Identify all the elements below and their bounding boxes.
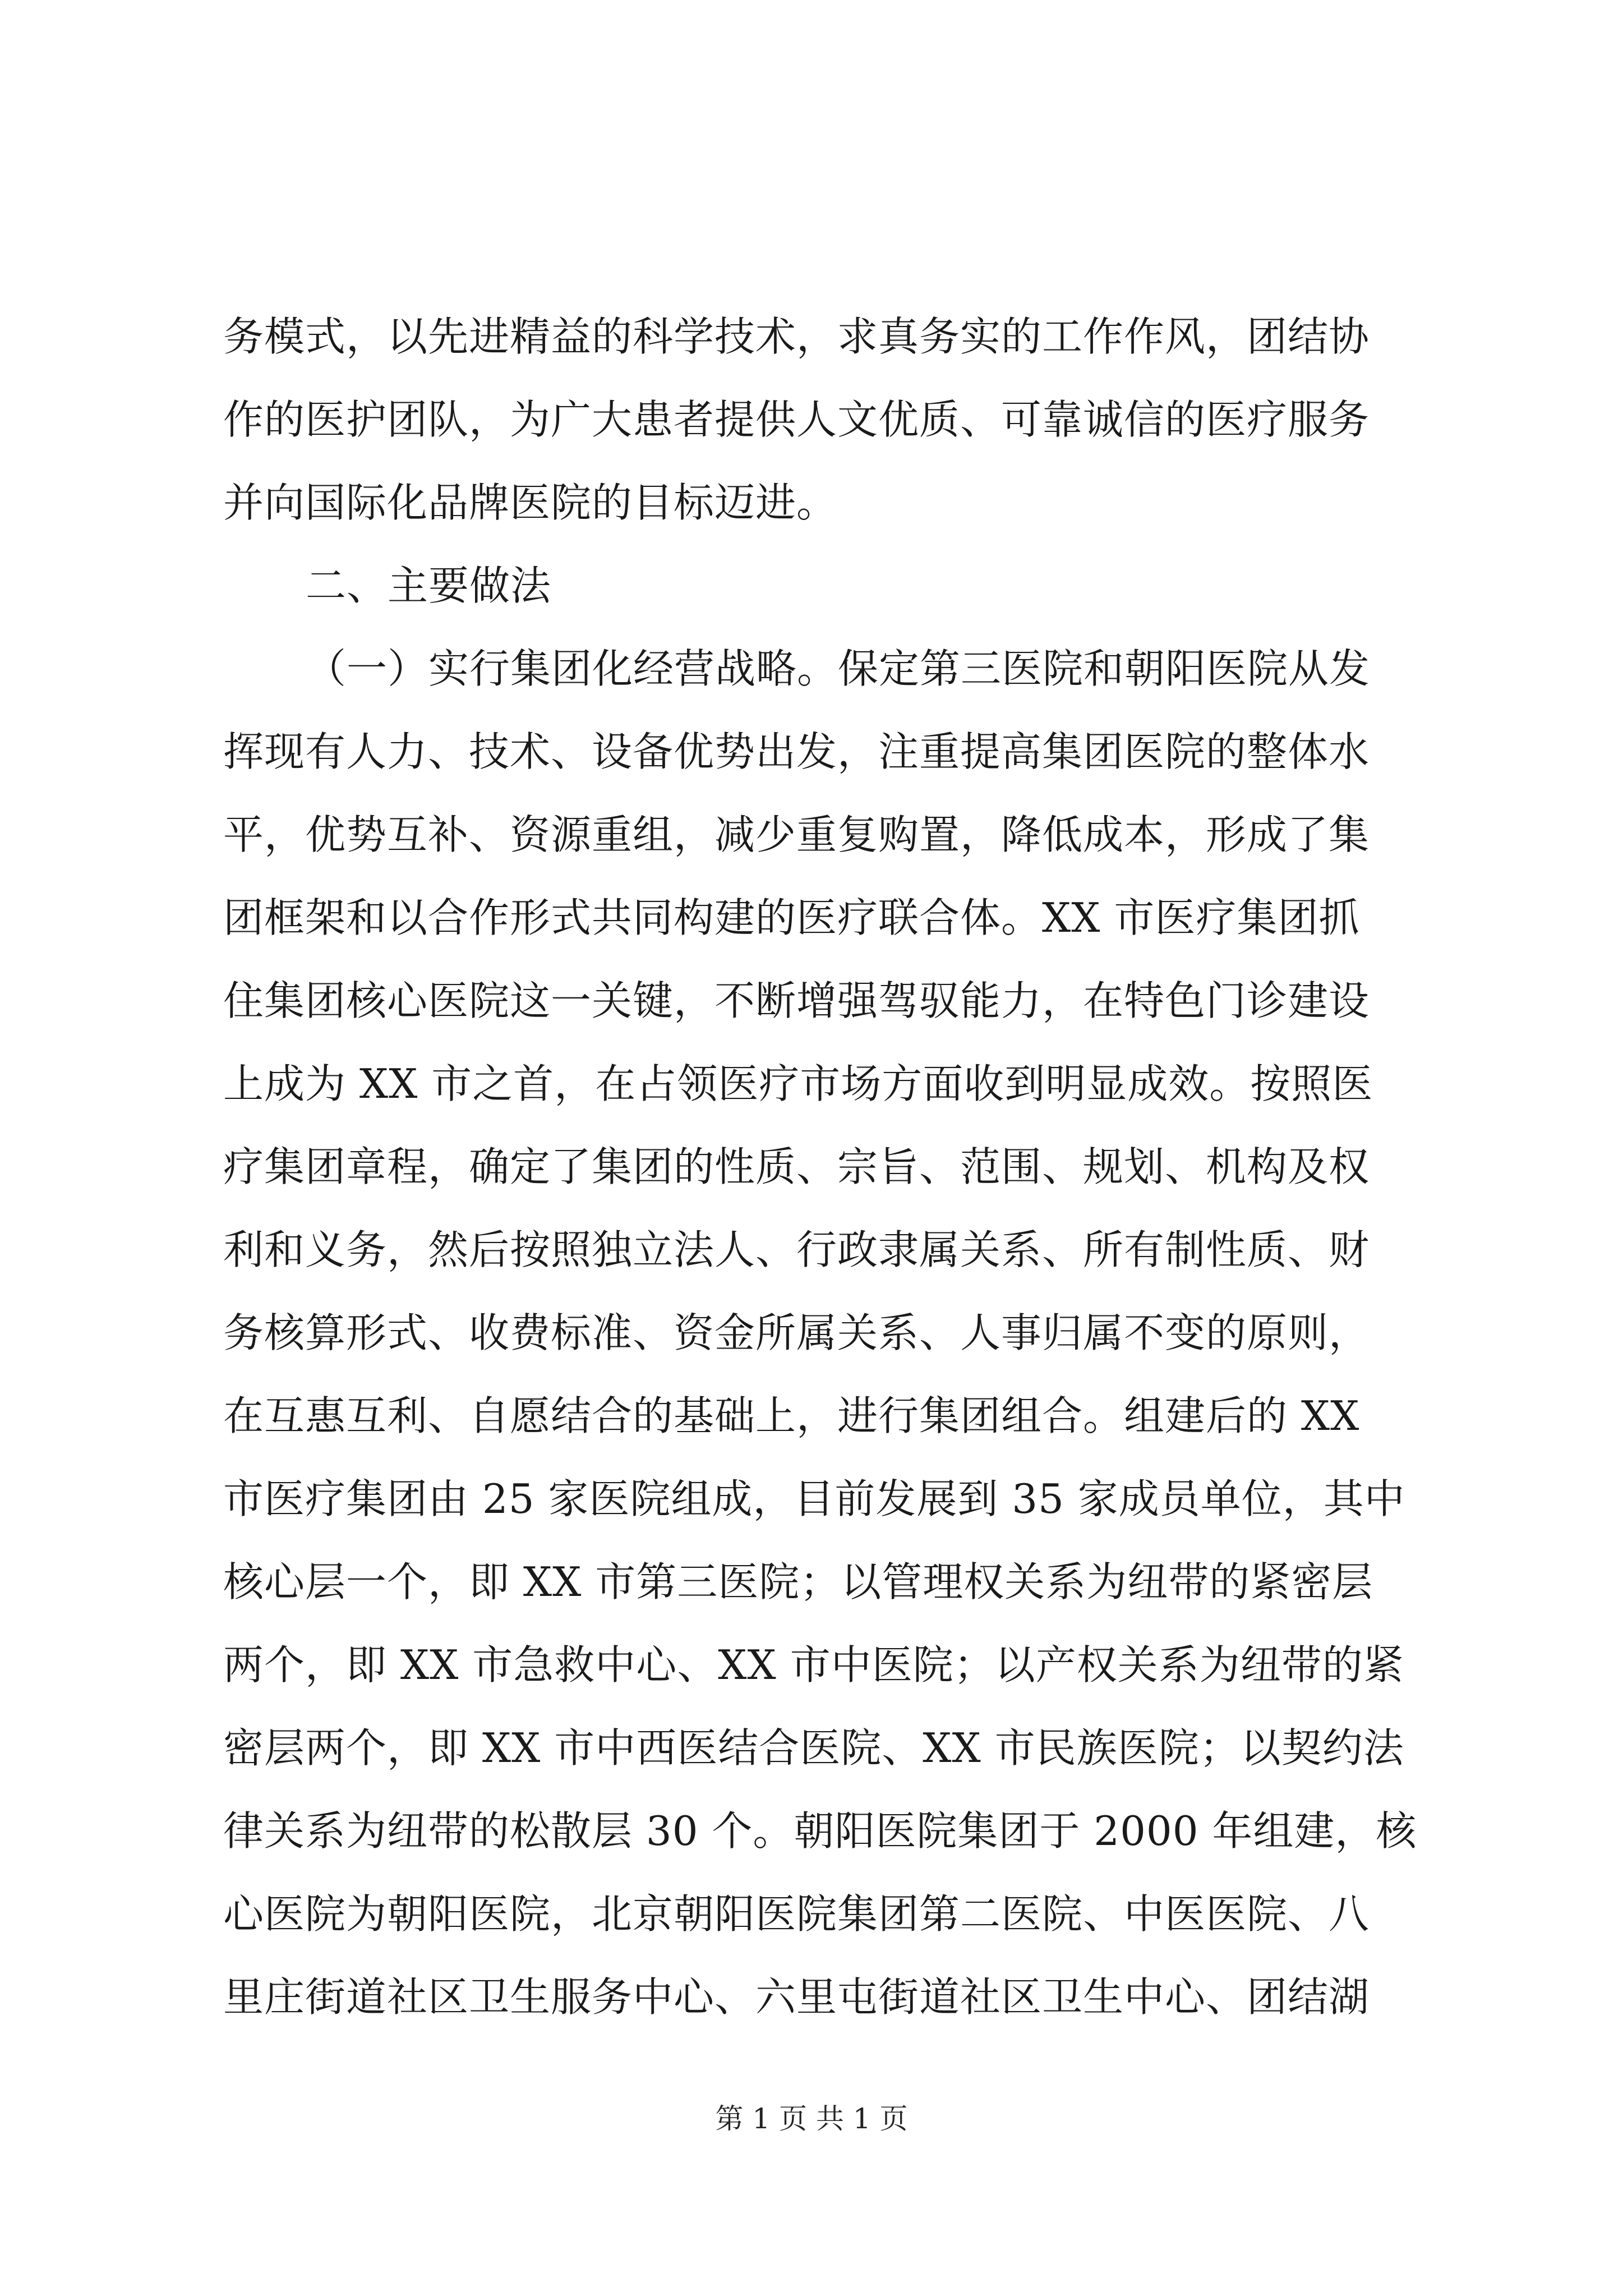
- text-line-14: 在互惠互利、自愿结合的基础上，进行集团组合。组建后的 XX: [223, 1392, 1360, 1439]
- text-line-18: 密层两个，即 XX 市中西医结合医院、XX 市民族医院；以契约法: [223, 1724, 1404, 1772]
- text-line-12: 利和义务，然后按照独立法人、行政隶属关系、所有制性质、财: [223, 1226, 1370, 1273]
- text-line-17: 两个，即 XX 市急救中心、XX 市中医院；以产权关系为纽带的紧: [223, 1641, 1404, 1688]
- text-line-16: 核心层一个，即 XX 市第三医院；以管理权关系为纽带的紧密层: [223, 1558, 1373, 1605]
- text-line-11: 疗集团章程，确定了集团的性质、宗旨、范围、规划、机构及权: [223, 1143, 1370, 1190]
- text-line-8: 团框架和以合作形式共同构建的医疗联合体。XX 市医疗集团抓: [223, 894, 1360, 941]
- text-line-1: 务模式，以先进精益的科学技术，求真务实的工作作风，团结协: [223, 313, 1370, 360]
- text-line-15: 市医疗集团由 25 家医院组成，目前发展到 35 家成员单位，其中: [223, 1475, 1405, 1522]
- text-line-13: 务核算形式、收费标准、资金所属关系、人事归属不变的原则，: [223, 1309, 1370, 1356]
- text-line-19: 律关系为纽带的松散层 30 个。朝阳医院集团于 2000 年组建，核: [223, 1807, 1417, 1855]
- text-line-9: 住集团核心医院这一关键，不断增强驾驭能力，在特色门诊建设: [223, 977, 1370, 1024]
- section-heading: 二、主要做法: [306, 562, 552, 609]
- text-line-6: 挥现有人力、技术、设备优势出发，注重提高集团医院的整体水: [223, 728, 1370, 775]
- text-line-20: 心医院为朝阳医院，北京朝阳医院集团第二医院、中医医院、八: [223, 1890, 1370, 1938]
- text-line-5: （一）实行集团化经营战略。保定第三医院和朝阳医院从发: [306, 645, 1371, 692]
- text-line-3: 并向国际化品牌医院的目标迈进。: [223, 479, 838, 526]
- text-line-2: 作的医护团队，为广大患者提供人文优质、可靠诚信的医疗服务: [223, 396, 1370, 443]
- page-footer: 第 1 页 共 1 页: [715, 2102, 908, 2135]
- text-line-21: 里庄街道社区卫生服务中心、六里屯街道社区卫生中心、团结湖: [223, 1973, 1370, 2021]
- text-line-7: 平，优势互补、资源重组，减少重复购置，降低成本，形成了集: [223, 811, 1370, 858]
- text-line-10: 上成为 XX 市之首，在占领医疗市场方面收到明显成效。按照医: [223, 1060, 1373, 1107]
